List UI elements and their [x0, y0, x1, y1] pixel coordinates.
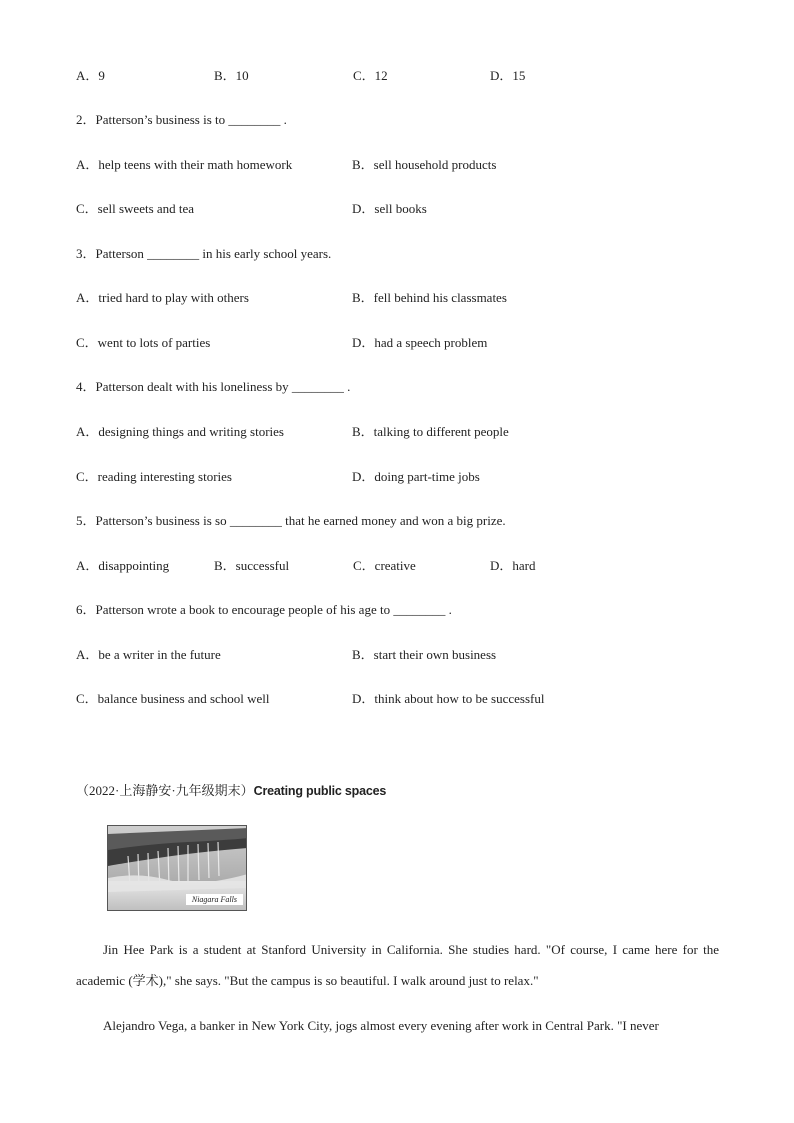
q1-option-a: A．9: [76, 68, 105, 83]
q5-option-d: D．hard: [490, 558, 536, 573]
q5-option-b: B．successful: [214, 558, 290, 573]
q4-option-c: C．reading interesting stories: [76, 469, 232, 484]
passage-paragraph-2: Alejandro Vega, a banker in New York City, jogs almost every evening after work in Central Park. "I never: [103, 1018, 659, 1033]
q1-option-b: B．10: [214, 68, 249, 83]
q3-stem: 3．Patterson ________ in his early school years.: [76, 246, 332, 261]
passage-source: （2022·上海静安·九年级期末）: [76, 783, 254, 798]
q1-option-c: C．12: [353, 68, 388, 83]
q5-option-c: C．creative: [353, 558, 416, 573]
q6-option-a: A．be a writer in the future: [76, 647, 221, 662]
q6-option-c: C．balance business and school well: [76, 691, 270, 706]
q2-option-c: C．sell sweets and tea: [76, 201, 195, 216]
passage-heading: [76, 780, 386, 799]
q5-option-a: A．disappointing: [76, 558, 170, 573]
q4-option-d: D．doing part-time jobs: [352, 469, 480, 484]
q6-option-d: D．think about how to be successful: [352, 691, 545, 706]
q1-option-d: D．15: [490, 68, 526, 83]
niagara-falls-photo: [107, 825, 247, 911]
q3-option-a: A．tried hard to play with others: [76, 290, 249, 305]
q2-option-b: B．sell household products: [352, 157, 497, 172]
q3-option-b: B．fell behind his classmates: [352, 290, 507, 305]
q3-option-d: D．had a speech problem: [352, 335, 488, 350]
q4-stem: 4．Patterson dealt with his loneliness by ________ .: [76, 379, 351, 394]
q2-option-d: D．sell books: [352, 201, 427, 216]
q2-option-a: A．help teens with their math homework: [76, 157, 293, 172]
q6-option-b: B．start their own business: [352, 647, 497, 662]
photo-caption: Niagara Falls: [186, 894, 243, 905]
passage-paragraph-1: Jin Hee Park is a student at Stanford University in California. She studies hard. "Of course, I came here for the academic (学术)," she says. "But the campus is so beautiful. I walk around just to relax.": [76, 942, 719, 988]
q3-option-c: C．went to lots of parties: [76, 335, 211, 350]
q5-stem: 5．Patterson’s business is so ________ that he earned money and won a big prize.: [76, 513, 506, 528]
q2-stem: 2．Patterson’s business is to ________ .: [76, 112, 287, 127]
q4-option-b: B．talking to different people: [352, 424, 509, 439]
q4-option-a: A．designing things and writing stories: [76, 424, 284, 439]
q6-stem: 6．Patterson wrote a book to encourage people of his age to ________ .: [76, 602, 452, 617]
passage-title: Creating public spaces: [253, 784, 387, 798]
